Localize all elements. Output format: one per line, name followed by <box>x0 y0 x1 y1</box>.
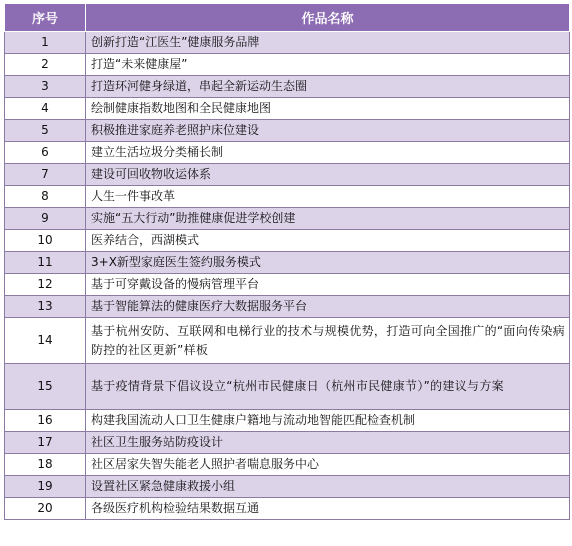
row-name: 建设可回收物收运体系 <box>86 164 570 186</box>
row-name: 绘制健康指数地图和全民健康地图 <box>86 98 570 120</box>
table-row <box>5 230 570 252</box>
table-row <box>5 164 570 186</box>
row-name: 实施“五大行动”助推健康促进学校创建 <box>86 208 570 230</box>
works-table <box>4 3 570 520</box>
row-number: 2 <box>5 54 86 76</box>
row-name: 建立生活垃圾分类桶长制 <box>86 142 570 164</box>
row-name: 社区卫生服务站防疫设计 <box>86 432 570 454</box>
table-row <box>5 476 570 498</box>
table-row <box>5 318 570 364</box>
header-number: 序号 <box>5 4 86 32</box>
row-name: 3+X新型家庭医生签约服务模式 <box>86 252 570 274</box>
table-header-row <box>5 4 570 32</box>
table-row <box>5 142 570 164</box>
row-name: 社区居家失智失能老人照护者喘息服务中心 <box>86 454 570 476</box>
table-row <box>5 54 570 76</box>
row-name: 设置社区紧急健康救援小组 <box>86 476 570 498</box>
row-number: 13 <box>5 296 86 318</box>
table-row <box>5 296 570 318</box>
row-number: 14 <box>5 318 86 364</box>
table-row <box>5 120 570 142</box>
row-number: 3 <box>5 76 86 98</box>
row-number: 11 <box>5 252 86 274</box>
row-name: 基于可穿戴设备的慢病管理平台 <box>86 274 570 296</box>
table-row <box>5 432 570 454</box>
table-row <box>5 98 570 120</box>
row-name: 积极推进家庭养老照护床位建设 <box>86 120 570 142</box>
row-name: 打造环河健身绿道，串起全新运动生态圈 <box>86 76 570 98</box>
row-number: 17 <box>5 432 86 454</box>
row-name: 人生一件事改革 <box>86 186 570 208</box>
row-number: 1 <box>5 32 86 54</box>
row-number: 6 <box>5 142 86 164</box>
row-name: 基于杭州安防、互联网和电梯行业的技术与规模优势，打造可向全国推广的“面向传染病防控的社区更新”样板 <box>86 318 570 364</box>
table-row <box>5 252 570 274</box>
row-number: 12 <box>5 274 86 296</box>
table-row <box>5 186 570 208</box>
table-row <box>5 364 570 410</box>
row-number: 5 <box>5 120 86 142</box>
row-number: 4 <box>5 98 86 120</box>
row-number: 15 <box>5 364 86 410</box>
row-name: 医养结合，西湖模式 <box>86 230 570 252</box>
row-number: 8 <box>5 186 86 208</box>
row-number: 7 <box>5 164 86 186</box>
table-row <box>5 454 570 476</box>
row-number: 19 <box>5 476 86 498</box>
row-name: 创新打造“江医生”健康服务品牌 <box>86 32 570 54</box>
table-row <box>5 498 570 520</box>
row-name: 打造“未来健康屋” <box>86 54 570 76</box>
row-name: 构建我国流动人口卫生健康户籍地与流动地智能匹配检查机制 <box>86 410 570 432</box>
row-number: 9 <box>5 208 86 230</box>
row-number: 16 <box>5 410 86 432</box>
table-row <box>5 410 570 432</box>
row-name: 各级医疗机构检验结果数据互通 <box>86 498 570 520</box>
table-row <box>5 208 570 230</box>
works-table-container <box>4 3 569 520</box>
row-number: 20 <box>5 498 86 520</box>
row-number: 10 <box>5 230 86 252</box>
row-name: 基于智能算法的健康医疗大数据服务平台 <box>86 296 570 318</box>
row-name: 基于疫情背景下倡议设立“杭州市民健康日（杭州市民健康节）”的建议与方案 <box>86 364 570 410</box>
table-row <box>5 32 570 54</box>
header-name: 作品名称 <box>86 4 570 32</box>
table-row <box>5 274 570 296</box>
table-row <box>5 76 570 98</box>
row-number: 18 <box>5 454 86 476</box>
